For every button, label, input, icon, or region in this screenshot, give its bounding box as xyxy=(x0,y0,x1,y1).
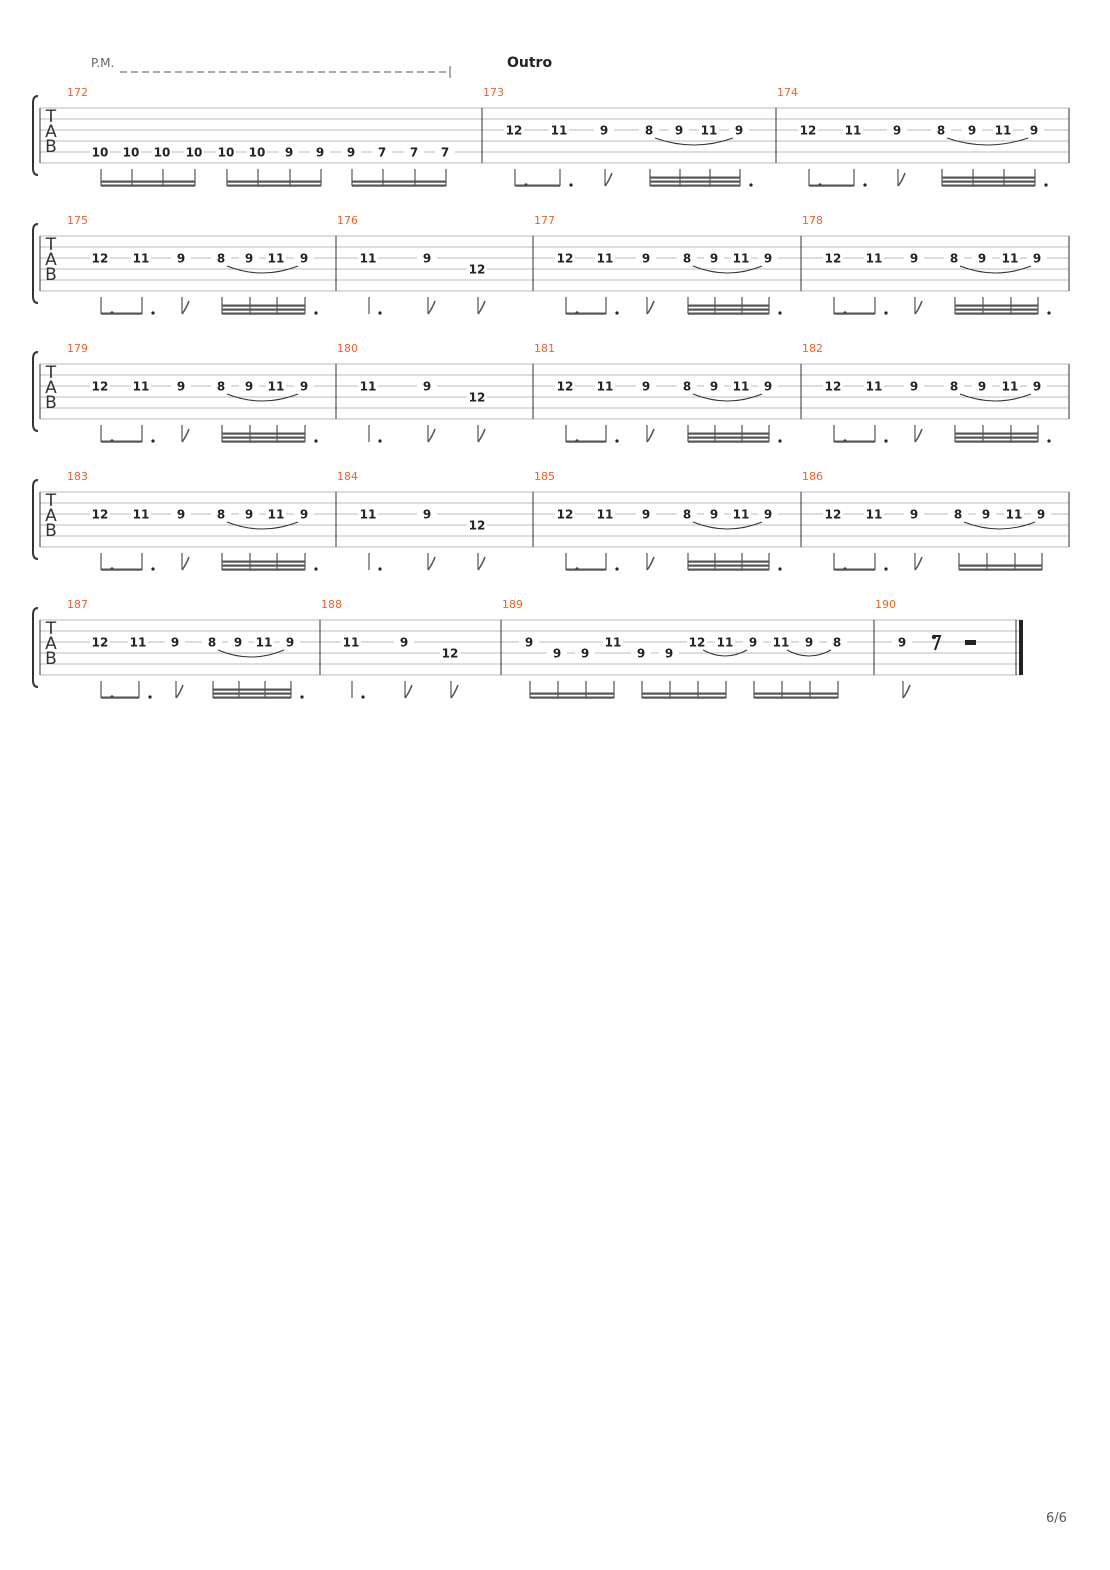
beam xyxy=(942,177,1035,179)
beam xyxy=(222,305,305,307)
fret-number: 11 xyxy=(865,251,883,266)
beam xyxy=(222,437,305,439)
beam xyxy=(566,441,606,443)
fret-number: 11 xyxy=(700,123,718,138)
fret-number: 9 xyxy=(299,251,309,266)
measure-number: 184 xyxy=(337,470,358,483)
measure-number: 181 xyxy=(534,342,555,355)
fret-number: 11 xyxy=(1001,251,1019,266)
dot xyxy=(884,439,887,442)
tab-clef-letter: T xyxy=(45,363,57,383)
fret-number: 12 xyxy=(91,507,109,522)
beam xyxy=(222,441,305,443)
fret-number: 9 xyxy=(399,635,409,650)
fret-number: 12 xyxy=(556,251,574,266)
fret-number: 8 xyxy=(682,507,692,522)
fret-number: 8 xyxy=(832,635,842,650)
system-bracket xyxy=(33,352,38,431)
fret-number: 9 xyxy=(636,646,646,661)
measure-number: 190 xyxy=(875,598,896,611)
tab-clef-letter: T xyxy=(45,491,57,511)
dot xyxy=(300,695,303,698)
tab-clef-letter: B xyxy=(45,393,57,413)
dot xyxy=(151,567,154,570)
dot xyxy=(749,183,752,186)
beam xyxy=(959,565,1042,567)
eighth-flag xyxy=(898,173,905,186)
beam xyxy=(227,181,321,183)
eighth-flag xyxy=(647,429,654,442)
tab-clef-letter: B xyxy=(45,137,57,157)
fret-number: 8 xyxy=(216,507,226,522)
beam xyxy=(955,441,1038,443)
fret-number: 11 xyxy=(267,251,285,266)
dot xyxy=(361,695,364,698)
tab-clef-letter: A xyxy=(45,634,57,654)
measure-number: 173 xyxy=(483,86,504,99)
fret-number: 9 xyxy=(422,507,432,522)
fret-number: 9 xyxy=(299,507,309,522)
beam xyxy=(688,313,769,315)
measure-number: 176 xyxy=(337,214,358,227)
fret-number: 11 xyxy=(267,379,285,394)
fret-number: 9 xyxy=(1032,379,1042,394)
fret-number: 10 xyxy=(91,145,109,160)
fret-number: 11 xyxy=(772,635,790,650)
dot xyxy=(884,311,887,314)
fret-number: 11 xyxy=(596,251,614,266)
fret-number: 12 xyxy=(91,251,109,266)
eighth-flag xyxy=(405,685,412,698)
eighth-flag xyxy=(605,173,612,186)
measure-number: 179 xyxy=(67,342,88,355)
beam xyxy=(222,309,305,311)
beam xyxy=(642,693,726,695)
fret-number: 11 xyxy=(1005,507,1023,522)
fret-number: 9 xyxy=(897,635,907,650)
fret-number: 11 xyxy=(994,123,1012,138)
fret-number: 8 xyxy=(682,379,692,394)
beam xyxy=(227,185,321,187)
beam xyxy=(530,693,614,695)
fret-number: 11 xyxy=(359,379,377,394)
eighth-flag xyxy=(915,429,922,442)
fret-number: 9 xyxy=(664,646,674,661)
eighth-flag xyxy=(428,557,435,570)
fret-number: 9 xyxy=(709,251,719,266)
eighth-flag xyxy=(647,557,654,570)
fret-number: 12 xyxy=(91,635,109,650)
beam xyxy=(688,305,769,307)
system-bracket xyxy=(33,96,38,175)
fret-number: 9 xyxy=(909,507,919,522)
beam xyxy=(942,185,1035,187)
beam xyxy=(955,433,1038,435)
dot xyxy=(314,567,317,570)
fret-number: 12 xyxy=(824,379,842,394)
fret-number: 12 xyxy=(556,379,574,394)
fret-number: 12 xyxy=(824,251,842,266)
fret-number: 9 xyxy=(580,646,590,661)
final-barline-thick xyxy=(1019,620,1023,675)
fret-number: 8 xyxy=(644,123,654,138)
fret-number: 8 xyxy=(682,251,692,266)
beam xyxy=(101,569,142,571)
beam xyxy=(754,697,838,699)
eighth-flag xyxy=(903,685,910,698)
fret-number: 12 xyxy=(441,646,459,661)
fret-number: 7 xyxy=(377,145,387,160)
beam xyxy=(222,569,305,571)
fret-number: 11 xyxy=(267,507,285,522)
measure-number: 188 xyxy=(321,598,342,611)
measure-number: 178 xyxy=(802,214,823,227)
dot xyxy=(1044,183,1047,186)
dot xyxy=(884,567,887,570)
fret-number: 9 xyxy=(176,251,186,266)
fret-number: 12 xyxy=(91,379,109,394)
beam xyxy=(101,313,142,315)
dot xyxy=(863,183,866,186)
fret-number: 11 xyxy=(132,251,150,266)
fret-number: 12 xyxy=(468,518,486,533)
eighth-flag xyxy=(428,429,435,442)
eighth-flag xyxy=(647,301,654,314)
fret-number: 9 xyxy=(641,251,651,266)
measure-number: 180 xyxy=(337,342,358,355)
dot xyxy=(378,439,381,442)
fret-number: 10 xyxy=(122,145,140,160)
fret-number: 9 xyxy=(641,507,651,522)
fret-number: 8 xyxy=(207,635,217,650)
fret-number: 9 xyxy=(763,251,773,266)
fret-number: 9 xyxy=(524,635,534,650)
fret-number: 7 xyxy=(409,145,419,160)
fret-number: 11 xyxy=(359,507,377,522)
tab-clef-letter: B xyxy=(45,649,57,669)
dot xyxy=(1047,311,1050,314)
fret-number: 9 xyxy=(977,379,987,394)
fret-number: 9 xyxy=(1036,507,1046,522)
dot xyxy=(569,183,572,186)
eighth-flag xyxy=(182,429,189,442)
fret-number: 9 xyxy=(422,251,432,266)
fret-number: 9 xyxy=(804,635,814,650)
fret-number: 11 xyxy=(1001,379,1019,394)
fret-number: 9 xyxy=(674,123,684,138)
fret-number: 12 xyxy=(556,507,574,522)
fret-number: 8 xyxy=(949,379,959,394)
fret-number: 11 xyxy=(359,251,377,266)
beam xyxy=(101,181,195,183)
beam xyxy=(942,181,1035,183)
fret-number: 11 xyxy=(865,379,883,394)
beam xyxy=(566,313,606,315)
beam xyxy=(955,309,1038,311)
beam xyxy=(642,697,726,699)
beam xyxy=(688,433,769,435)
eighth-flag xyxy=(182,557,189,570)
fret-number: 11 xyxy=(596,379,614,394)
fret-number: 9 xyxy=(599,123,609,138)
beam xyxy=(688,437,769,439)
beam xyxy=(955,305,1038,307)
measure-number: 174 xyxy=(777,86,798,99)
tab-clef-letter: A xyxy=(45,378,57,398)
fret-number: 9 xyxy=(244,251,254,266)
fret-number: 11 xyxy=(604,635,622,650)
beam xyxy=(101,697,139,699)
dot xyxy=(148,695,151,698)
fret-number: 9 xyxy=(1029,123,1039,138)
eighth-flag xyxy=(182,301,189,314)
fret-number: 9 xyxy=(233,635,243,650)
half-rest xyxy=(965,640,976,645)
beam xyxy=(688,569,769,571)
tab-clef-letter: A xyxy=(45,250,57,270)
beam xyxy=(566,569,606,571)
fret-number: 12 xyxy=(468,262,486,277)
fret-number: 9 xyxy=(763,379,773,394)
page-number: 6/6 xyxy=(1046,1511,1067,1526)
fret-number: 9 xyxy=(641,379,651,394)
dot xyxy=(778,311,781,314)
fret-number: 10 xyxy=(217,145,235,160)
fret-number: 8 xyxy=(936,123,946,138)
fret-number: 11 xyxy=(844,123,862,138)
eighth-flag xyxy=(915,301,922,314)
fret-number: 9 xyxy=(315,145,325,160)
fret-number: 9 xyxy=(552,646,562,661)
fret-number: 9 xyxy=(734,123,744,138)
dot xyxy=(151,439,154,442)
beam xyxy=(222,561,305,563)
fret-number: 9 xyxy=(244,379,254,394)
fret-number: 11 xyxy=(342,635,360,650)
eighth-rest-dot xyxy=(932,635,936,639)
fret-number: 9 xyxy=(909,251,919,266)
fret-number: 9 xyxy=(285,635,295,650)
fret-number: 9 xyxy=(170,635,180,650)
tab-clef-letter: A xyxy=(45,122,57,142)
measure-number: 177 xyxy=(534,214,555,227)
tab-clef-letter: A xyxy=(45,506,57,526)
beam xyxy=(352,181,446,183)
system-bracket xyxy=(33,608,38,687)
beam xyxy=(650,181,740,183)
fret-number: 10 xyxy=(185,145,203,160)
fret-number: 7 xyxy=(440,145,450,160)
dot xyxy=(1047,439,1050,442)
fret-number: 12 xyxy=(505,123,523,138)
fret-number: 11 xyxy=(732,507,750,522)
fret-number: 12 xyxy=(468,390,486,405)
measure-number: 185 xyxy=(534,470,555,483)
beam xyxy=(688,565,769,567)
beam xyxy=(213,693,291,695)
fret-number: 8 xyxy=(953,507,963,522)
fret-number: 9 xyxy=(981,507,991,522)
beam xyxy=(213,689,291,691)
dot xyxy=(615,439,618,442)
palm-mute-label: P.M. xyxy=(91,56,115,70)
fret-number: 9 xyxy=(967,123,977,138)
measure-number: 187 xyxy=(67,598,88,611)
fret-number: 11 xyxy=(732,379,750,394)
fret-number: 10 xyxy=(248,145,266,160)
fret-number: 9 xyxy=(1032,251,1042,266)
fret-number: 8 xyxy=(216,251,226,266)
dot xyxy=(314,311,317,314)
beam xyxy=(688,309,769,311)
measure-number: 182 xyxy=(802,342,823,355)
system-bracket xyxy=(33,480,38,559)
beam xyxy=(834,313,875,315)
beam xyxy=(688,561,769,563)
measure-number: 186 xyxy=(802,470,823,483)
beam xyxy=(754,693,838,695)
fret-number: 11 xyxy=(550,123,568,138)
dot xyxy=(778,567,781,570)
fret-number: 9 xyxy=(909,379,919,394)
fret-number: 9 xyxy=(892,123,902,138)
tab-clef-letter: T xyxy=(45,235,57,255)
tab-clef-letter: B xyxy=(45,521,57,541)
beam xyxy=(352,185,446,187)
eighth-flag xyxy=(176,685,183,698)
eighth-flag xyxy=(451,685,458,698)
fret-number: 11 xyxy=(732,251,750,266)
fret-number: 9 xyxy=(422,379,432,394)
eighth-flag xyxy=(428,301,435,314)
beam xyxy=(834,569,875,571)
beam xyxy=(650,177,740,179)
fret-number: 11 xyxy=(132,379,150,394)
fret-number: 8 xyxy=(216,379,226,394)
fret-number: 9 xyxy=(176,507,186,522)
tab-clef-letter: T xyxy=(45,619,57,639)
fret-number: 9 xyxy=(346,145,356,160)
beam xyxy=(650,185,740,187)
beam xyxy=(101,185,195,187)
beam xyxy=(959,569,1042,571)
beam xyxy=(834,441,875,443)
beam xyxy=(222,313,305,315)
system-bracket xyxy=(33,224,38,303)
measure-number: 175 xyxy=(67,214,88,227)
beam xyxy=(688,441,769,443)
fret-number: 11 xyxy=(129,635,147,650)
beam xyxy=(809,185,854,187)
eighth-flag xyxy=(478,557,485,570)
beam xyxy=(222,433,305,435)
beam xyxy=(222,565,305,567)
dot xyxy=(778,439,781,442)
beam xyxy=(955,313,1038,315)
eighth-flag xyxy=(478,301,485,314)
beam xyxy=(955,437,1038,439)
fret-number: 9 xyxy=(299,379,309,394)
measure-number: 172 xyxy=(67,86,88,99)
beam xyxy=(515,185,560,187)
fret-number: 9 xyxy=(763,507,773,522)
tab-systems xyxy=(33,86,1069,699)
fret-number: 9 xyxy=(176,379,186,394)
measure-number: 183 xyxy=(67,470,88,483)
fret-number: 11 xyxy=(596,507,614,522)
dot xyxy=(151,311,154,314)
fret-number: 9 xyxy=(709,379,719,394)
dot xyxy=(615,567,618,570)
fret-number: 11 xyxy=(716,635,734,650)
section-label: Outro xyxy=(507,55,553,71)
fret-number: 8 xyxy=(949,251,959,266)
beam xyxy=(213,697,291,699)
eighth-flag xyxy=(915,557,922,570)
fret-number: 12 xyxy=(824,507,842,522)
measure-number: 189 xyxy=(502,598,523,611)
fret-number: 12 xyxy=(688,635,706,650)
fret-number: 9 xyxy=(748,635,758,650)
fret-number: 9 xyxy=(977,251,987,266)
beam xyxy=(101,441,142,443)
dot xyxy=(615,311,618,314)
dot xyxy=(314,439,317,442)
eighth-flag xyxy=(478,429,485,442)
fret-number: 11 xyxy=(255,635,273,650)
tab-clef-letter: B xyxy=(45,265,57,285)
fret-number: 9 xyxy=(709,507,719,522)
fret-number: 12 xyxy=(799,123,817,138)
fret-number: 11 xyxy=(865,507,883,522)
fret-number: 9 xyxy=(284,145,294,160)
fret-number: 10 xyxy=(153,145,171,160)
tab-clef-letter: T xyxy=(45,107,57,127)
dot xyxy=(378,311,381,314)
dot xyxy=(378,567,381,570)
beam xyxy=(530,697,614,699)
fret-number: 9 xyxy=(244,507,254,522)
fret-number: 11 xyxy=(132,507,150,522)
